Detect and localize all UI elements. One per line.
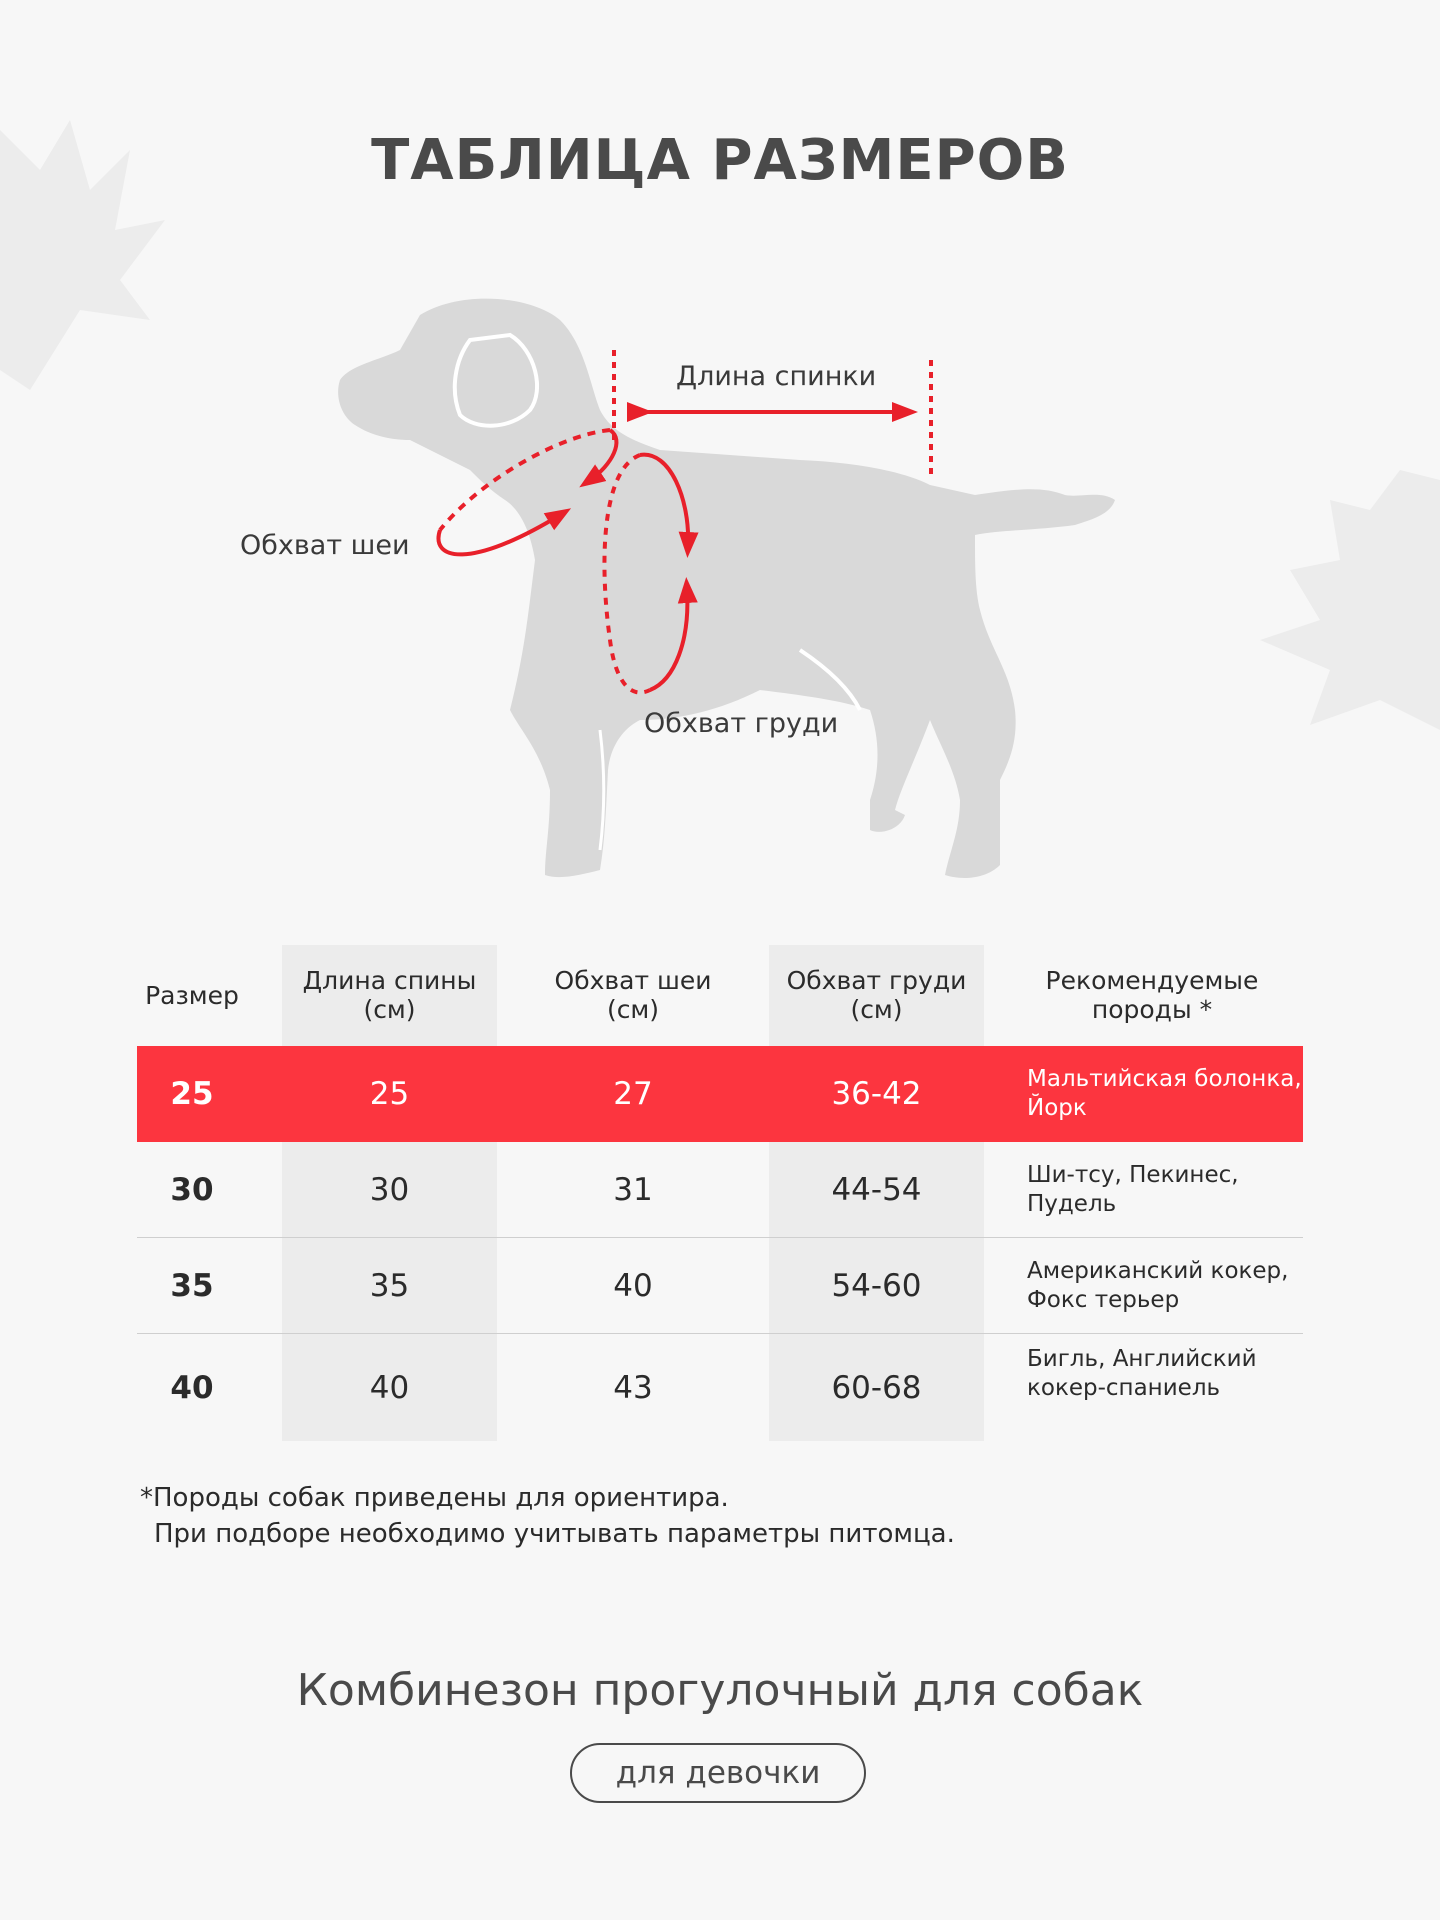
footnote-line-2: При подборе необходимо учитывать параметры питомца. xyxy=(154,1519,955,1549)
footnote xyxy=(140,1480,955,1552)
cell-neck-girth: 31 xyxy=(613,1172,653,1208)
cell-chest-girth: 54-60 xyxy=(831,1268,922,1304)
cell-neck-girth: 43 xyxy=(613,1369,653,1406)
header-size: Размер xyxy=(145,980,239,1010)
product-title: Комбинезон прогулочный для собак xyxy=(296,1665,1144,1716)
cell-size: 30 xyxy=(170,1172,214,1208)
table-row[interactable] xyxy=(137,1142,1303,1238)
cell-chest-girth: 36-42 xyxy=(831,1076,922,1112)
cell-breeds: Американский кокер, Фокс терьер xyxy=(1027,1258,1289,1313)
back-length-label: Длина спинки xyxy=(676,361,877,392)
cell-back-length: 30 xyxy=(369,1172,410,1208)
neck-girth-label: Обхват шеи xyxy=(240,530,410,561)
cell-breeds: Мальтийская болонка, Йорк xyxy=(1027,1066,1302,1121)
page-title: ТАБЛИЦА РАЗМЕРОВ xyxy=(371,128,1069,193)
cell-back-length: 35 xyxy=(369,1268,410,1304)
size-table xyxy=(137,945,1303,1441)
cell-chest-girth: 60-68 xyxy=(831,1369,922,1406)
gender-tag-button[interactable]: для девочки xyxy=(570,1743,866,1803)
chest-girth-label: Обхват груди xyxy=(644,708,839,739)
cell-back-length: 40 xyxy=(369,1369,410,1406)
table-row[interactable] xyxy=(137,1238,1303,1334)
header-chest-girth: Обхват груди (см) xyxy=(786,966,967,1024)
cell-breeds: Бигль, Английский кокер-спаниель xyxy=(1027,1346,1257,1401)
cell-size: 35 xyxy=(170,1268,214,1304)
table-row[interactable] xyxy=(137,1046,1303,1142)
cell-neck-girth: 40 xyxy=(613,1268,653,1304)
cell-back-length: 25 xyxy=(369,1076,410,1112)
cell-neck-girth: 27 xyxy=(613,1076,653,1112)
table-row[interactable] xyxy=(137,1334,1303,1441)
footnote-line-1: *Породы собак приведены для ориентира. xyxy=(140,1483,729,1513)
cell-size: 25 xyxy=(170,1076,214,1112)
cell-size: 40 xyxy=(170,1369,214,1406)
cell-chest-girth: 44-54 xyxy=(831,1172,922,1208)
header-breeds: Рекомендуемые породы * xyxy=(1045,966,1259,1024)
dog-measurement-diagram xyxy=(0,290,1440,890)
header-back-length: Длина спины (см) xyxy=(302,966,477,1024)
cell-breeds: Ши-тсу, Пекинес, Пудель xyxy=(1027,1162,1239,1217)
header-neck-girth: Обхват шеи (см) xyxy=(554,966,712,1024)
